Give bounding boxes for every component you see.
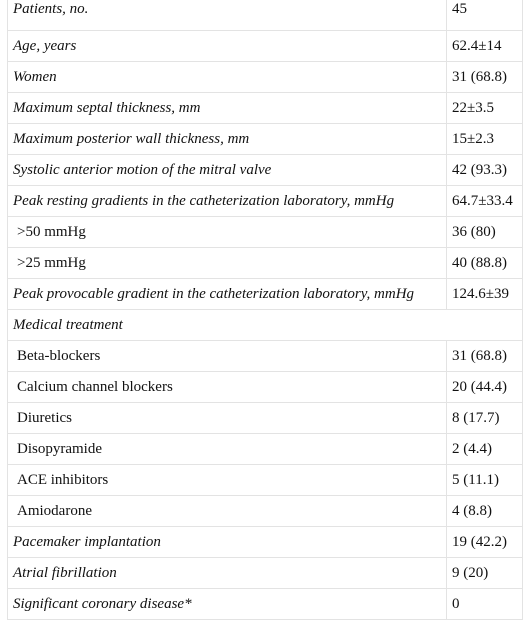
row-value-cell — [447, 248, 523, 279]
row-label: Pacemaker implantation — [13, 534, 161, 550]
row-label-cell — [8, 279, 447, 310]
row-value: 31 (68.8) — [452, 69, 507, 85]
row-label: Significant coronary disease* — [13, 596, 192, 612]
row-value-cell — [447, 155, 523, 186]
row-value-cell — [447, 558, 523, 589]
row-value-cell — [447, 341, 523, 372]
row-value-cell — [447, 403, 523, 434]
row-value: 45 — [452, 1, 467, 17]
row-label: Medical treatment — [13, 317, 123, 333]
row-value: 0 — [452, 596, 460, 612]
row-label-cell — [8, 62, 447, 93]
row-value-cell — [447, 279, 523, 310]
row-label: Age, years — [13, 38, 77, 54]
row-label: Diuretics — [17, 410, 72, 426]
row-label: ACE inhibitors — [17, 472, 109, 488]
table-row — [8, 93, 523, 124]
row-label: Systolic anterior motion of the mitral valve — [13, 162, 272, 178]
table-row — [8, 0, 523, 31]
table-body — [8, 0, 523, 620]
row-label-cell — [8, 341, 447, 372]
table-row — [8, 341, 523, 372]
row-label: Disopyramide — [17, 441, 102, 457]
row-value: 19 (42.2) — [452, 534, 507, 550]
row-value: 62.4±14 — [452, 38, 502, 54]
row-value-cell — [447, 0, 523, 31]
row-value: 64.7±33.4 — [452, 193, 513, 209]
row-value: 8 (17.7) — [452, 410, 500, 426]
row-value-cell — [447, 31, 523, 62]
row-value: 2 (4.4) — [452, 441, 492, 457]
table-row — [8, 124, 523, 155]
row-value: 4 (8.8) — [452, 503, 492, 519]
row-value: 15±2.3 — [452, 131, 494, 147]
row-value: 36 (80) — [452, 224, 496, 240]
table-row — [8, 279, 523, 310]
row-value: 20 (44.4) — [452, 379, 507, 395]
row-label-cell — [8, 155, 447, 186]
row-label-cell — [8, 93, 447, 124]
row-label-cell — [8, 558, 447, 589]
section-header-cell — [8, 310, 523, 341]
row-label: Women — [13, 69, 57, 85]
row-label: Peak provocable gradient in the catheterization laboratory, mmHg — [13, 286, 415, 302]
row-value-cell — [447, 186, 523, 217]
row-label: Atrial fibrillation — [13, 565, 117, 581]
row-label-cell — [8, 434, 447, 465]
row-label: Beta-blockers — [17, 348, 101, 364]
row-label-cell — [8, 372, 447, 403]
row-label: Calcium channel blockers — [17, 379, 173, 395]
row-value: 31 (68.8) — [452, 348, 507, 364]
row-label-cell — [8, 527, 447, 558]
characteristics-table — [7, 0, 523, 620]
row-label: >50 mmHg — [17, 224, 86, 240]
table-row — [8, 62, 523, 93]
table-row — [8, 589, 523, 620]
table-row — [8, 155, 523, 186]
row-label-cell — [8, 465, 447, 496]
row-value: 9 (20) — [452, 565, 489, 581]
row-label-cell — [8, 248, 447, 279]
row-label: Peak resting gradients in the catheterization laboratory, mmHg — [13, 193, 395, 209]
table-row — [8, 248, 523, 279]
row-label: Maximum posterior wall thickness, mm — [13, 131, 250, 147]
row-value-cell — [447, 62, 523, 93]
row-value: 5 (11.1) — [452, 472, 499, 488]
row-value-cell — [447, 465, 523, 496]
row-label-cell — [8, 0, 447, 31]
row-value: 42 (93.3) — [452, 162, 507, 178]
row-label: Patients, no. — [13, 1, 89, 17]
row-value-cell — [447, 93, 523, 124]
row-label-cell — [8, 496, 447, 527]
row-label-cell — [8, 31, 447, 62]
table-row — [8, 527, 523, 558]
row-label-cell — [8, 403, 447, 434]
row-value-cell — [447, 589, 523, 620]
table-row — [8, 465, 523, 496]
table-row — [8, 558, 523, 589]
table-row — [8, 403, 523, 434]
row-value-cell — [447, 527, 523, 558]
row-value: 124.6±39 — [452, 286, 509, 302]
table-row — [8, 434, 523, 465]
table-row — [8, 310, 523, 341]
table-row — [8, 496, 523, 527]
row-label-cell — [8, 186, 447, 217]
table-row — [8, 186, 523, 217]
row-value-cell — [447, 496, 523, 527]
row-value: 40 (88.8) — [452, 255, 507, 271]
row-label: Amiodarone — [17, 503, 92, 519]
row-value: 22±3.5 — [452, 100, 494, 116]
row-value-cell — [447, 434, 523, 465]
row-value-cell — [447, 372, 523, 403]
row-label: Maximum septal thickness, mm — [13, 100, 201, 116]
row-value-cell — [447, 217, 523, 248]
row-value-cell — [447, 124, 523, 155]
table-row — [8, 31, 523, 62]
row-label-cell — [8, 217, 447, 248]
row-label: >25 mmHg — [17, 255, 86, 271]
table-row — [8, 217, 523, 248]
row-label-cell — [8, 589, 447, 620]
table-row — [8, 372, 523, 403]
row-label-cell — [8, 124, 447, 155]
